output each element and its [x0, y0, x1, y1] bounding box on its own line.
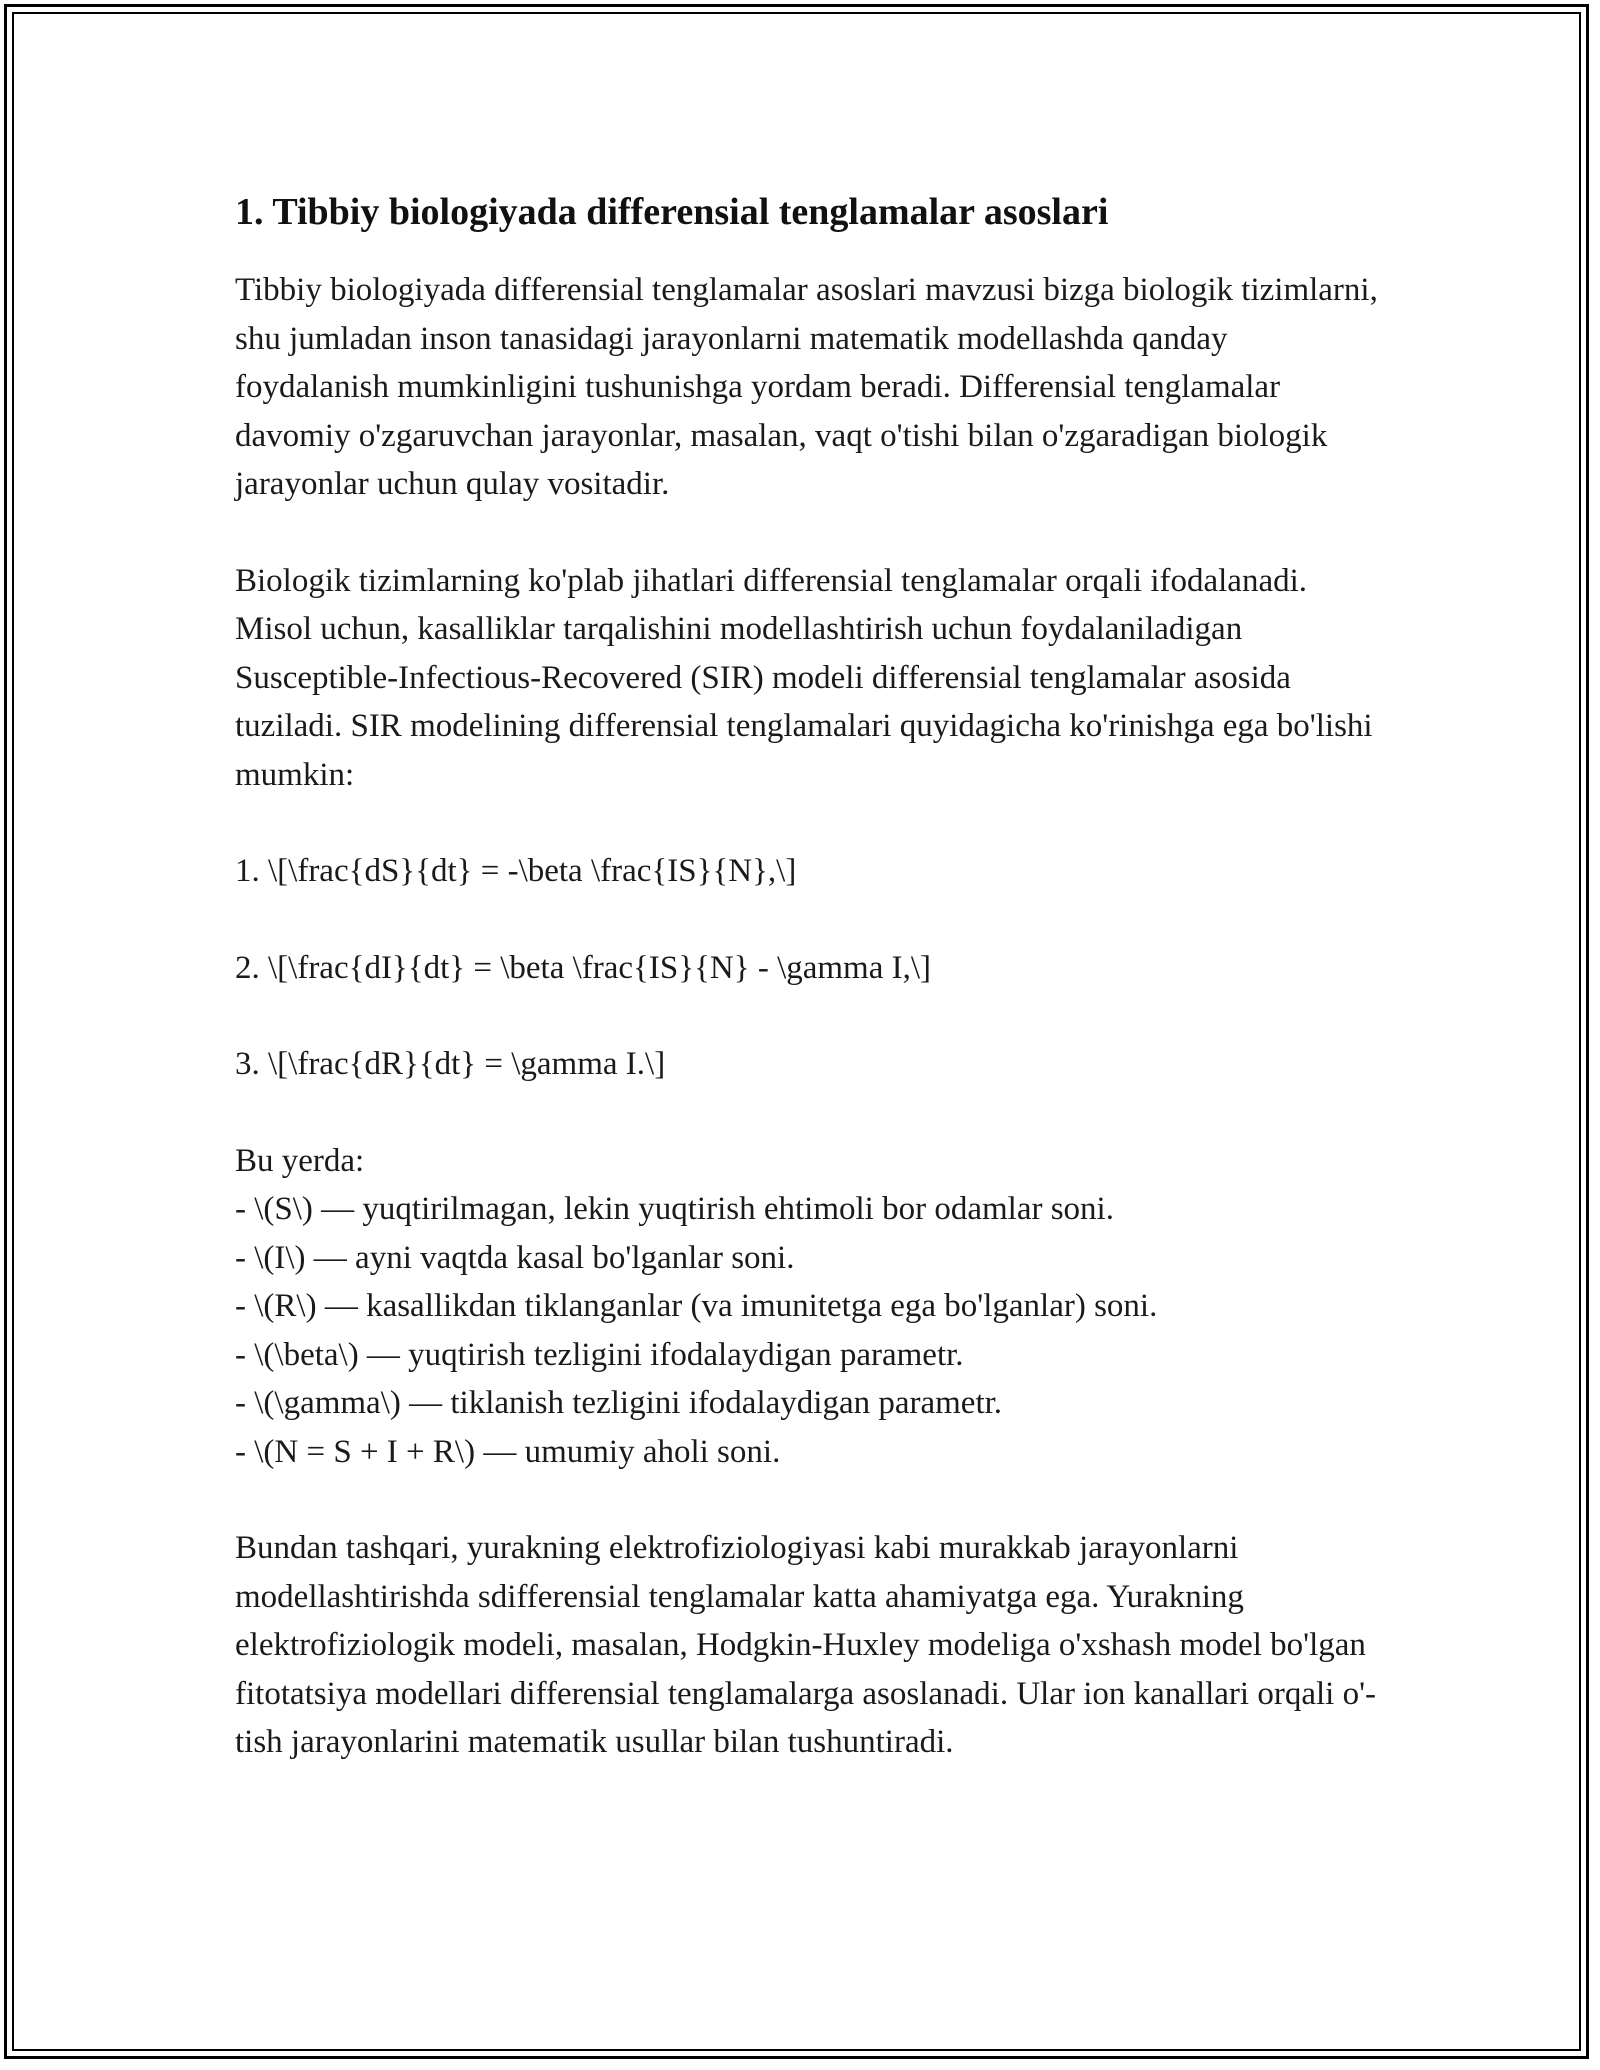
- closing-paragraph: Bundan tashqari, yurakning elektrofiziologiyasi kabi murakkab jarayonlarni modellashtirishda sdifferensial tenglamalar katta ahamiyatga ega. Yurakning elektrofiziologik modeli, masalan, Hodgkin-Huxley modeliga o'xshash model bo'lgan fitotatsiya modellari differensial tenglamalarga asoslanadi. Ular ion kanallari orqali o'-tish jarayonlarini matematik usullar bilan tushuntiradi.: [235, 1530, 1376, 1760]
- definitions-intro: Bu yerda:: [235, 1142, 365, 1179]
- equation-ds-dt: 1. \[\frac{dS}{dt} = -\beta \frac{IS}{N},\]: [235, 853, 797, 889]
- equation-dr-dt: 3. \[\frac{dR}{dt} = \gamma I.\]: [235, 1046, 666, 1082]
- definition-item-gamma: - \(\gamma\) — tiklanish tezligini ifodalaydigan parametr.: [235, 1385, 1003, 1421]
- definition-item-s: - \(S\) — yuqtirilmagan, lekin yuqtirish ehtimoli bor odamlar soni.: [235, 1191, 1114, 1227]
- intro-paragraph: Tibbiy biologiyada differensial tenglamalar asoslari mavzusi bizga biologik tizimlarni, shu jumladan inson tanasidagi jarayonlarni matematik modellashda qanday foydalanish mumkinligini tushunishga yordam beradi. Differensial tenglamalar davomiy o'zgaruvchan jarayonlar, masalan, vaqt o'tishi bilan o'zgaradigan biologik jarayonlar uchun qulay vositadir.: [235, 272, 1378, 502]
- definition-item-n: - \(N = S + I + R\) — umumiy aholi soni.: [235, 1433, 781, 1470]
- section-heading: 1. Tibbiy biologiyada differensial tenglamalar asoslari: [235, 191, 1109, 233]
- definition-item-beta: - \(\beta\) — yuqtirish tezligini ifodalaydigan parametr.: [235, 1336, 964, 1373]
- variable-definitions: [235, 1137, 1385, 1477]
- equation-di-dt: 2. \[\frac{dI}{dt} = \beta \frac{IS}{N} - \gamma I,\]: [235, 949, 932, 986]
- definition-item-r: - \(R\) — kasallikdan tiklanganlar (va imunitetga ega bo'lganlar) soni.: [235, 1288, 1158, 1324]
- definition-item-i: - \(I\) — ayni vaqtda kasal bo'lganlar soni.: [235, 1239, 795, 1276]
- sir-paragraph: Biologik tizimlarning ko'plab jihatlari differensial tenglamalar orqali ifodalanadi. Misol uchun, kasalliklar tarqalishini modellashtirish uchun foydalaniladigan Susceptible-Infectious-Recovered (SIR) modeli differensial tenglamalar asosida tuziladi. SIR modelining differensial tenglamalari quyidagicha ko'rinishga ega bo'lishi mumkin:: [235, 562, 1373, 793]
- document-body: [235, 186, 1385, 1815]
